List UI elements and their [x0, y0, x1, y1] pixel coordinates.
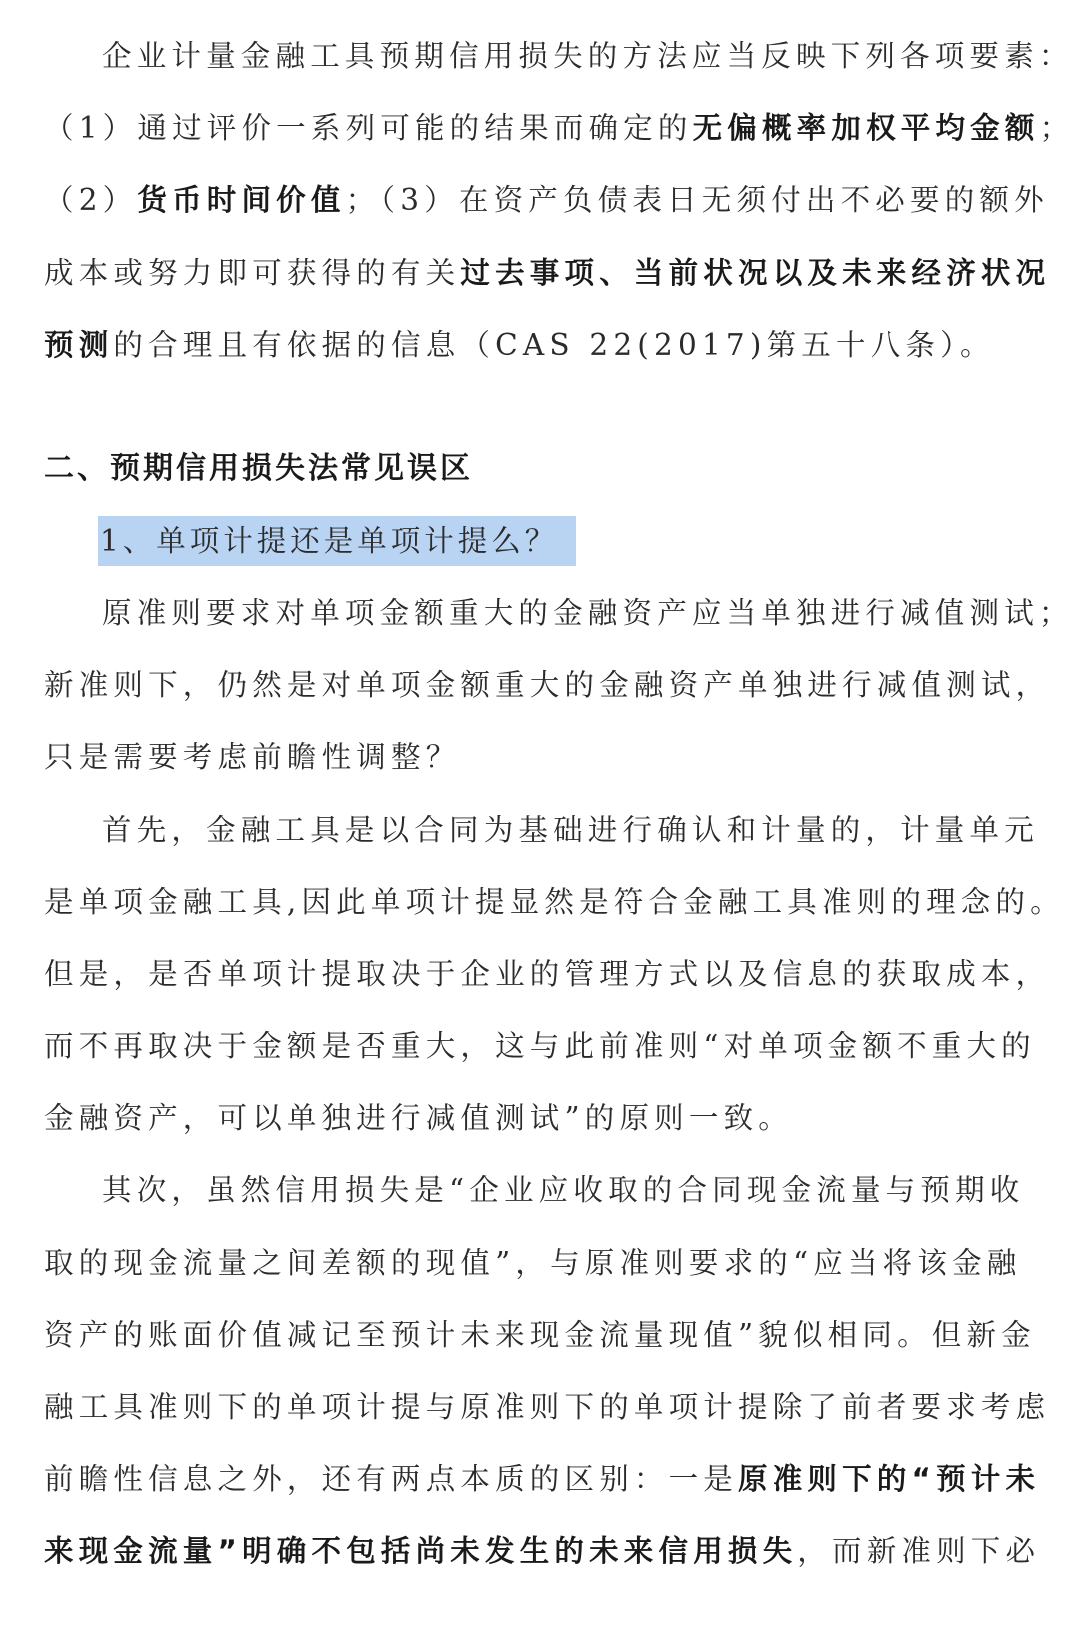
text-line: [44, 1299, 1036, 1371]
text-line: [44, 1227, 1036, 1299]
bold-text: 无偏概率加权平均金额: [692, 111, 1040, 146]
text-line: [44, 92, 1075, 164]
text-span: 原准则要求对单项金额重大的金融资产应当单独进行减值测试；: [102, 595, 1074, 630]
text-line: [44, 309, 1036, 381]
text-line: [44, 20, 1074, 92]
paragraph-first: [44, 794, 1065, 1155]
text-span: 是单项金融工具,因此单项计提显然是符合金融工具准则的理念的。: [44, 884, 1065, 919]
text-span: 其次，虽然信用损失是“企业应收取的合同现金流量与预期收: [102, 1173, 1025, 1208]
text-line: [44, 1371, 1051, 1443]
text-span: 首先，金融工具是以合同为基础进行确认和计量的，计量单元: [102, 812, 1039, 847]
paragraph-ecl-elements: [44, 20, 1075, 381]
text-line: [44, 938, 1051, 1010]
text-line: [44, 1443, 1041, 1515]
text-span: 融工具准则下的单项计提与原准则下的单项计提除了前者要求考虑: [44, 1390, 1051, 1424]
text-span: 而不再取决于金额是否重大，这与此前准则“对单项金额不重大的: [44, 1029, 1036, 1064]
text-span: 资产的账面价值减记至预计未来现金流量现值”貌似相同。但新金: [44, 1317, 1036, 1352]
text-span: ；（3）在资产负债表日无须付出不必要的额外: [345, 183, 1049, 218]
bold-text: 原准则下的“预计未: [738, 1462, 1041, 1497]
text-span: ；: [1039, 111, 1075, 146]
bold-text: 预测: [44, 327, 114, 362]
text-span: 取的现金流量之间差额的现值”，与原准则要求的“应当将该金融: [44, 1245, 1022, 1280]
bold-text: 来现金流量”明确不包括尚未发生的未来信用损失: [44, 1534, 798, 1569]
highlighted-subheading: 1、单项计提还是单项计提么？: [98, 516, 576, 566]
subheading: [44, 505, 1036, 577]
text-line: [44, 649, 1051, 721]
text-line: [44, 237, 1051, 309]
text-line: [44, 164, 1049, 236]
text-span: 的合理且有依据的信息（CAS 22(2017)第五十八条）。: [113, 327, 995, 362]
paragraph-question: [44, 577, 1074, 794]
text-span: （1）通过评价一系列可能的结果而确定的: [44, 111, 693, 146]
text-line: [44, 721, 1036, 793]
paragraph-second: [44, 1154, 1051, 1587]
text-line: [44, 1515, 1041, 1587]
text-span: （2）: [44, 183, 138, 218]
text-line: [44, 1082, 1036, 1154]
text-span: ，而新准则下必: [797, 1534, 1041, 1569]
text-span: 但是，是否单项计提取决于企业的管理方式以及信息的获取成本，: [44, 956, 1051, 991]
text-line: [44, 794, 1039, 866]
text-span: 新准则下，仍然是对单项金额重大的金融资产单独进行减值测试，: [44, 668, 1051, 703]
text-line: [44, 1010, 1036, 1082]
text-line: [44, 866, 1065, 938]
bold-text: 过去事项、当前状况以及未来经济状况: [460, 255, 1051, 290]
bold-text: 货币时间价值: [137, 183, 346, 218]
text-span: 金融资产，可以单独进行减值测试”的原则一致。: [44, 1101, 793, 1136]
text-span: 前瞻性信息之外，还有两点本质的区别：一是: [44, 1462, 739, 1497]
text-span: 只是需要考虑前瞻性调整？: [44, 740, 461, 775]
text-span: 企业计量金融工具预期信用损失的方法应当反映下列各项要素：: [102, 39, 1074, 73]
text-line: [44, 1154, 1036, 1226]
section-heading: 二、预期信用损失法常见误区: [44, 450, 473, 486]
text-span: 成本或努力即可获得的有关: [44, 255, 461, 290]
text-line: [44, 577, 1074, 649]
